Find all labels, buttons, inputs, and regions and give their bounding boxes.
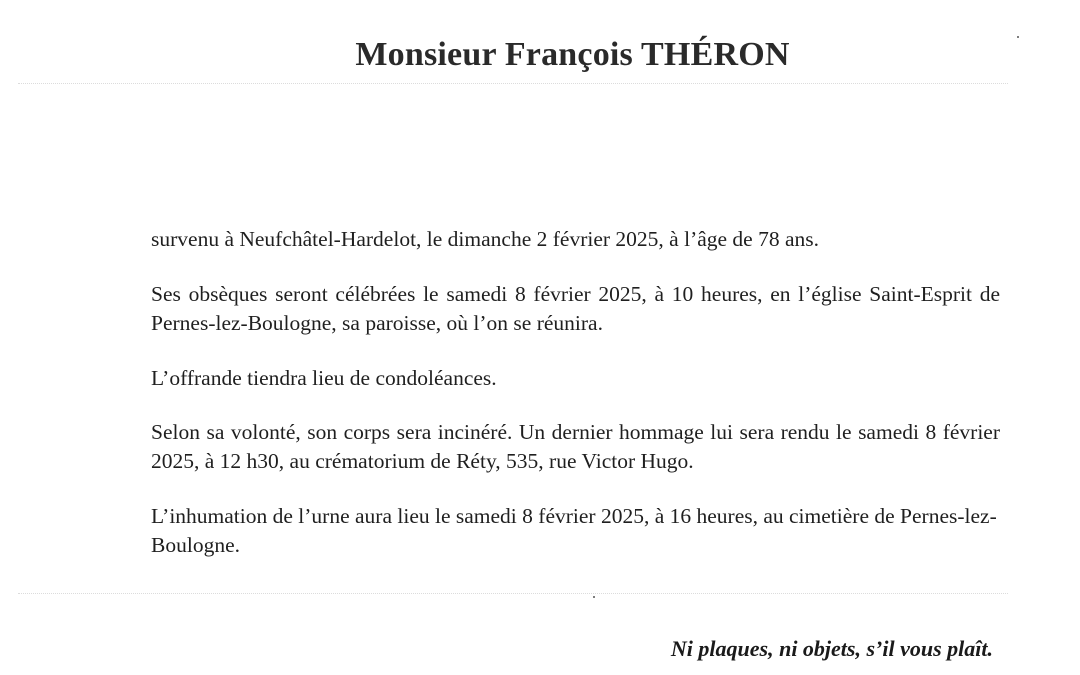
closing-request: Ni plaques, ni objets, s’il vous plaît.: [670, 636, 993, 661]
scan-speck: [593, 596, 595, 598]
notice-title: Monsieur François THÉRON: [355, 36, 790, 73]
paragraph-funeral: Ses obsèques seront célébrées le samedi 8 février 2025, à 10 heures, en l’église Saint-Esprit de Pernes-lez-Boulogne, sa paroisse, où l’on se réunira.: [151, 282, 1000, 335]
bottom-divider: [18, 593, 1008, 594]
top-divider: [18, 83, 1008, 84]
paragraph-death: survenu à Neufchâtel-Hardelot, le dimanche 2 février 2025, à l’âge de 78 ans.: [151, 227, 820, 251]
paragraph-burial: L’inhumation de l’urne aura lieu le samedi 8 février 2025, à 16 heures, au cimetière de Pernes-lez-Boulogne.: [151, 504, 997, 557]
paragraph-cremation: Selon sa volonté, son corps sera incinéré. Un dernier hommage lui sera rendu le samedi 8 février 2025, à 12 h30, au crématorium de Réty, 535, rue Victor Hugo.: [151, 420, 1000, 473]
paragraph-offering: L’offrande tiendra lieu de condoléances.: [151, 366, 497, 390]
scan-speck: [1017, 36, 1019, 38]
